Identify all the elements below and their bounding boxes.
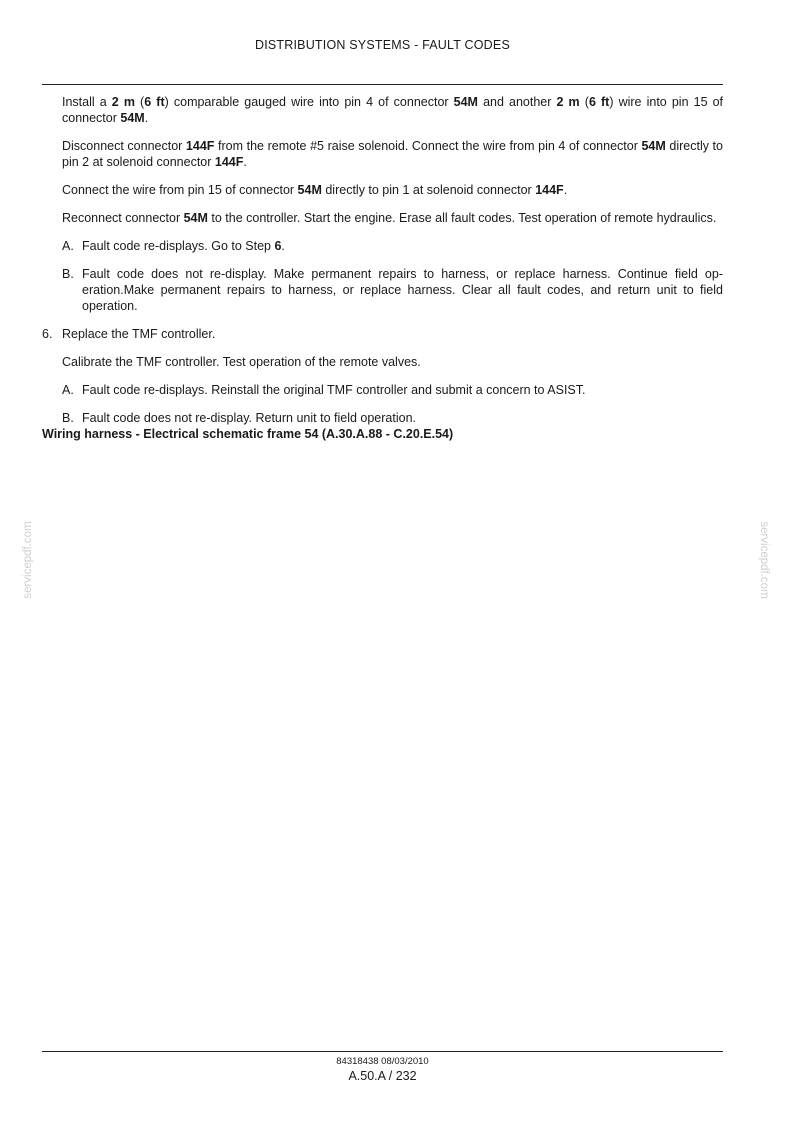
section-heading-wiring-harness: Wiring harness - Electrical schematic frame 54 (A.30.A.88 - C.20.E.54) bbox=[42, 427, 454, 441]
text-span: Connect the wire from pin 15 of connector bbox=[62, 183, 298, 197]
bold-span: 54M bbox=[641, 139, 666, 153]
text-span: ) comparable gauged wire into pin 4 of connector bbox=[164, 95, 454, 109]
substep-b-no-redisplay bbox=[62, 266, 723, 314]
text-span: Calibrate the TMF controller. Test operation of the remote valves. bbox=[62, 355, 421, 369]
text-span: . bbox=[144, 111, 149, 125]
page-header-title: DISTRIBUTION SYSTEMS - FAULT CODES bbox=[255, 38, 510, 52]
page-content bbox=[42, 94, 723, 442]
bold-span: 144F bbox=[535, 183, 564, 197]
text-span: directly to pin 1 at solenoid connector bbox=[321, 183, 536, 197]
substep-letter: A. bbox=[62, 239, 74, 253]
substep-a-redisplay bbox=[62, 238, 723, 254]
substep-text: Fault code does not re-display. Return unit to field operation. bbox=[82, 411, 416, 425]
substep-b-return-unit bbox=[62, 410, 723, 426]
footer-divider bbox=[42, 1051, 723, 1052]
bold-span: 2 m bbox=[111, 95, 135, 109]
bold-span: 54M bbox=[453, 95, 478, 109]
text-span: Install a bbox=[62, 95, 112, 109]
text-span: Fault code re-displays. Go to Step bbox=[82, 239, 275, 253]
substep-text: Fault code re-displays. Reinstall the original TMF controller and submit a concern to ASIST. bbox=[82, 383, 586, 397]
bold-span: 144F bbox=[214, 155, 244, 169]
text-span: Disconnect connector bbox=[62, 139, 186, 153]
step-text: Replace the TMF controller. bbox=[62, 327, 216, 341]
bold-span: 2 m bbox=[556, 95, 580, 109]
bold-span: 6 ft bbox=[588, 95, 610, 109]
bold-span: 6 bbox=[274, 239, 282, 253]
bold-span: 6 ft bbox=[144, 95, 165, 109]
bold-span: 54M bbox=[183, 211, 208, 225]
substep-text: Fault code does not re-display. Make permanent repairs to harness, or replace harness. Continue field op-eration.Make permanent repairs to harness, or replace harness. Clear all fault codes, and return unit to field operation. bbox=[82, 267, 723, 313]
step-6-replace-controller bbox=[42, 326, 723, 342]
header-divider bbox=[42, 84, 723, 85]
bold-span: 54M bbox=[120, 111, 145, 125]
text-span: . bbox=[243, 155, 247, 169]
text-span: ) wire into pin 15 of connector bbox=[62, 95, 724, 125]
text-span: ( bbox=[134, 95, 145, 109]
text-span: . bbox=[563, 183, 568, 197]
substep-letter: B. bbox=[62, 411, 74, 425]
footer-page-number: A.50.A / 232 bbox=[348, 1069, 417, 1083]
text-span: and another bbox=[477, 95, 557, 109]
text-span: Reconnect connector bbox=[62, 211, 184, 225]
paragraph-install-wire bbox=[62, 94, 723, 126]
bold-span: 144F bbox=[185, 139, 215, 153]
text-span: from the remote #5 raise solenoid. Connect the wire from pin 4 of connector bbox=[214, 139, 642, 153]
paragraph-connect-wire bbox=[62, 182, 723, 198]
substep-letter: A. bbox=[62, 383, 74, 397]
substep-a-reinstall bbox=[62, 382, 723, 398]
text-span: . bbox=[281, 239, 285, 253]
step-number: 6. bbox=[42, 327, 53, 341]
paragraph-disconnect-connector bbox=[62, 138, 723, 170]
text-span: to the controller. Start the engine. Erase all fault codes. Test operation of remote hydraulics. bbox=[207, 211, 717, 225]
paragraph-calibrate bbox=[62, 354, 723, 370]
substep-letter: B. bbox=[62, 267, 74, 281]
bold-span: 54M bbox=[297, 183, 322, 197]
footer-document-reference: 84318438 08/03/2010 bbox=[336, 1056, 429, 1067]
watermark-left: servicepdf.com bbox=[22, 521, 34, 599]
text-span: directly to pin 2 at solenoid connector bbox=[62, 139, 723, 169]
paragraph-reconnect-connector bbox=[62, 210, 723, 226]
text-span: ( bbox=[579, 95, 589, 109]
watermark-right: servicepdf.com bbox=[758, 521, 770, 599]
